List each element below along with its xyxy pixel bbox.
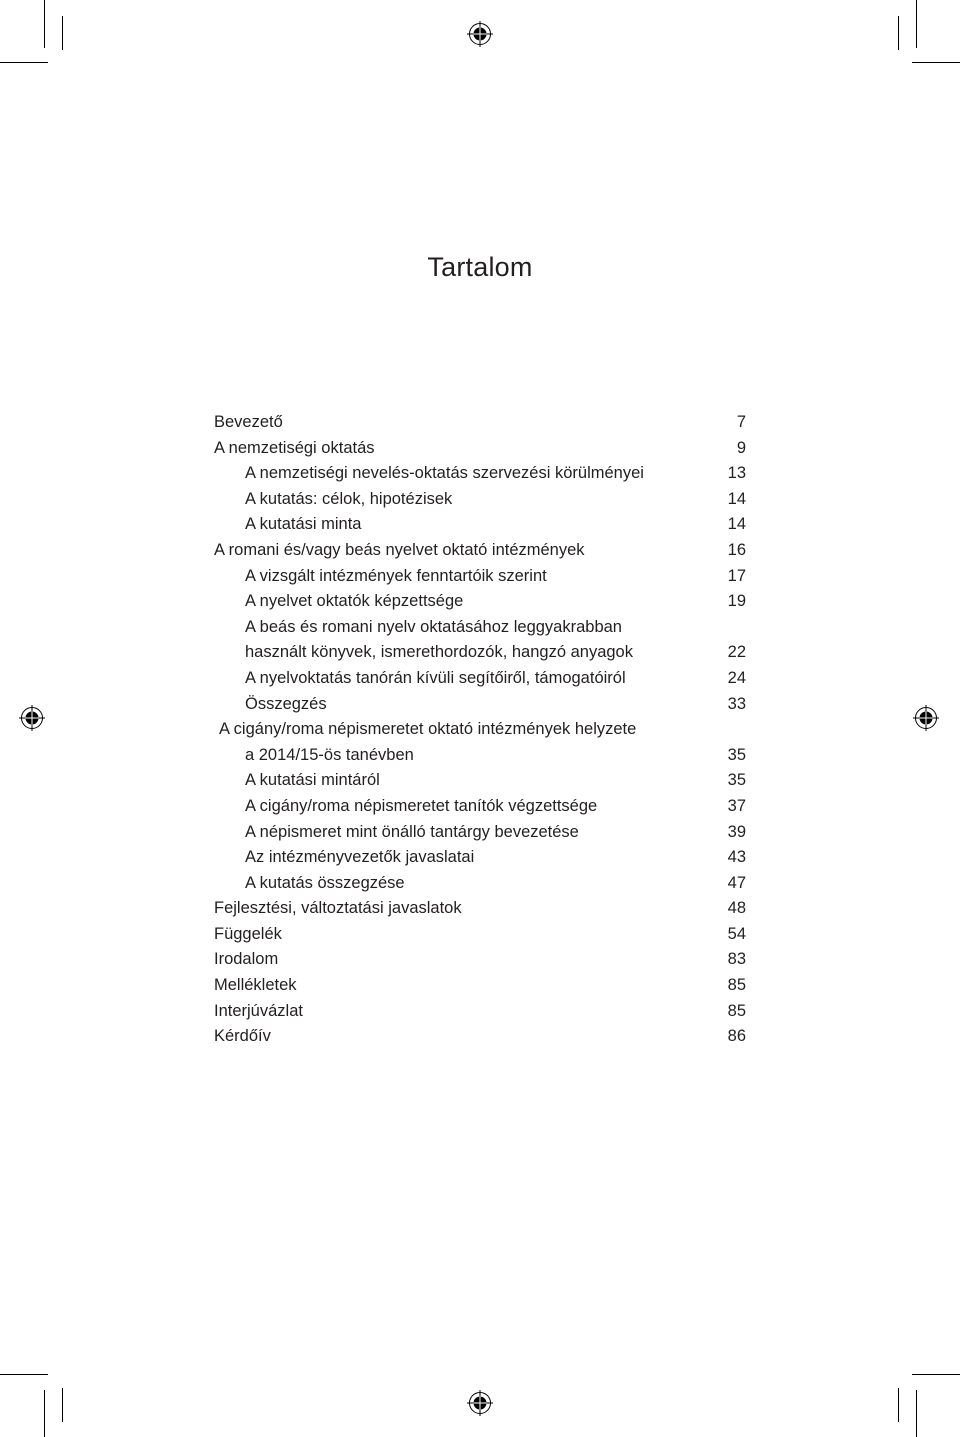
toc-entry-page-number: 85: [727, 1001, 746, 1020]
crop-mark: [62, 16, 63, 50]
toc-entry-label: Fejlesztési, változtatási javaslatok: [214, 899, 462, 918]
toc-entry: [214, 666, 746, 692]
registration-mark-icon: [19, 705, 45, 731]
toc-entry-page-number: 54: [727, 924, 746, 943]
toc-entry-page-number: 35: [727, 745, 746, 764]
toc-entry: [214, 538, 746, 564]
toc-entry: [214, 794, 746, 820]
toc-entry-page-number: 83: [727, 950, 746, 969]
toc-entry: [214, 640, 746, 666]
toc-entry: [214, 410, 746, 436]
toc-entry-page-number: 35: [727, 771, 746, 790]
toc-entry-page-number: 7: [736, 413, 746, 431]
crop-mark: [0, 1374, 48, 1375]
toc-entry-label: Interjúvázlat: [214, 1001, 303, 1020]
crop-mark: [898, 16, 899, 50]
crop-mark: [62, 1388, 63, 1422]
crop-mark: [916, 1390, 917, 1437]
crop-mark: [916, 0, 917, 48]
toc-entry-label: A kutatás: célok, hipotézisek: [245, 489, 453, 508]
crop-mark: [44, 1390, 45, 1437]
toc-entry: [214, 461, 746, 487]
toc-entry: [214, 487, 746, 513]
toc-entry-label: A nyelvet oktatók képzettsége: [245, 592, 464, 611]
toc-entry-label: A kutatási minta: [245, 515, 362, 534]
toc-entry: [214, 922, 746, 948]
toc-entry-label: A nyelvoktatás tanórán kívüli segítőiről, támogatóiról: [245, 668, 626, 687]
toc-entry-label: A kutatás összegzése: [245, 873, 405, 892]
toc-entry: [214, 947, 746, 973]
toc-entry-label: A nemzetiségi oktatás: [214, 438, 375, 457]
toc-entry: [214, 615, 746, 641]
crop-mark: [912, 1374, 960, 1375]
toc-entry-page-number: 37: [727, 796, 746, 815]
crop-mark: [912, 62, 960, 63]
toc-entry: [214, 896, 746, 922]
toc-entry-page-number: 33: [727, 694, 746, 713]
toc-entry-page-number: 85: [727, 976, 746, 995]
toc-entry-label: A cigány/roma népismeretet tanítók végzettsége: [245, 796, 598, 815]
toc-entry: [214, 512, 746, 538]
toc-entry-page-number: 22: [727, 643, 746, 662]
toc-entry-page-number: 47: [727, 873, 746, 892]
toc-entry: [214, 436, 746, 462]
toc-entry-label: A népismeret mint önálló tantárgy bevezetése: [245, 822, 579, 841]
toc-entry-page-number: 9: [736, 438, 746, 457]
toc-entry-page-number: 17: [727, 566, 746, 585]
toc-entry: [214, 768, 746, 794]
toc-entry: [214, 692, 746, 718]
toc-entry: [214, 589, 746, 615]
page-title: Tartalom: [427, 252, 533, 282]
toc-entry: [214, 743, 746, 769]
toc-entry-label: Kérdőív: [214, 1027, 271, 1046]
toc-entry-page-number: 14: [727, 515, 746, 534]
toc-entry-label: A romani és/vagy beás nyelvet oktató intézmények: [214, 540, 585, 559]
toc-entry-label: A vizsgált intézmények fenntartóik szerint: [245, 566, 547, 585]
toc-entry: [214, 564, 746, 590]
crop-mark: [44, 0, 45, 48]
toc-entry-label: Irodalom: [214, 950, 279, 969]
toc-entry-label: A beás és romani nyelv oktatásához leggyakrabban: [245, 617, 622, 636]
toc-entry-page-number: 16: [727, 540, 746, 559]
registration-mark-icon: [913, 705, 939, 731]
toc-entry-page-number: 43: [727, 848, 746, 867]
toc-entry-label: használt könyvek, ismerethordozók, hangzó anyagok: [245, 643, 633, 662]
toc-entry-label: Mellékletek: [214, 976, 297, 995]
toc-entry-label: A kutatási mintáról: [245, 771, 380, 790]
toc-entry-label: Bevezető: [214, 413, 283, 431]
toc-entry: [214, 973, 746, 999]
toc-entry-page-number: 39: [727, 822, 746, 841]
toc-entry-page-number: 48: [727, 899, 746, 918]
toc-entry: [214, 820, 746, 846]
toc-entry-page-number: 86: [727, 1027, 746, 1046]
toc-entry-page-number: 24: [727, 668, 746, 687]
toc-entry-page-number: 19: [727, 592, 746, 611]
crop-mark: [898, 1388, 899, 1422]
toc-entry-label: Összegzés: [245, 694, 327, 713]
registration-mark-icon: [467, 21, 493, 47]
toc-entry-label: A cigány/roma népismeretet oktató intézmények helyzete: [219, 720, 637, 739]
toc-entry: [214, 1024, 746, 1050]
toc-entry-label: A nemzetiségi nevelés-oktatás szervezési körülményei: [245, 464, 644, 483]
toc-entry-label: a 2014/15-ös tanévben: [245, 745, 414, 764]
toc-entry: [214, 717, 746, 743]
crop-mark: [0, 62, 48, 63]
toc-entry: [214, 871, 746, 897]
registration-mark-icon: [467, 1390, 493, 1416]
table-of-contents: [214, 410, 746, 1050]
toc-entry-page-number: 13: [727, 464, 746, 483]
toc-entry-label: Az intézményvezetők javaslatai: [245, 848, 475, 867]
toc-entry: [214, 999, 746, 1025]
toc-entry-page-number: 14: [727, 489, 746, 508]
toc-entry: [214, 845, 746, 871]
toc-entry-label: Függelék: [214, 924, 282, 943]
